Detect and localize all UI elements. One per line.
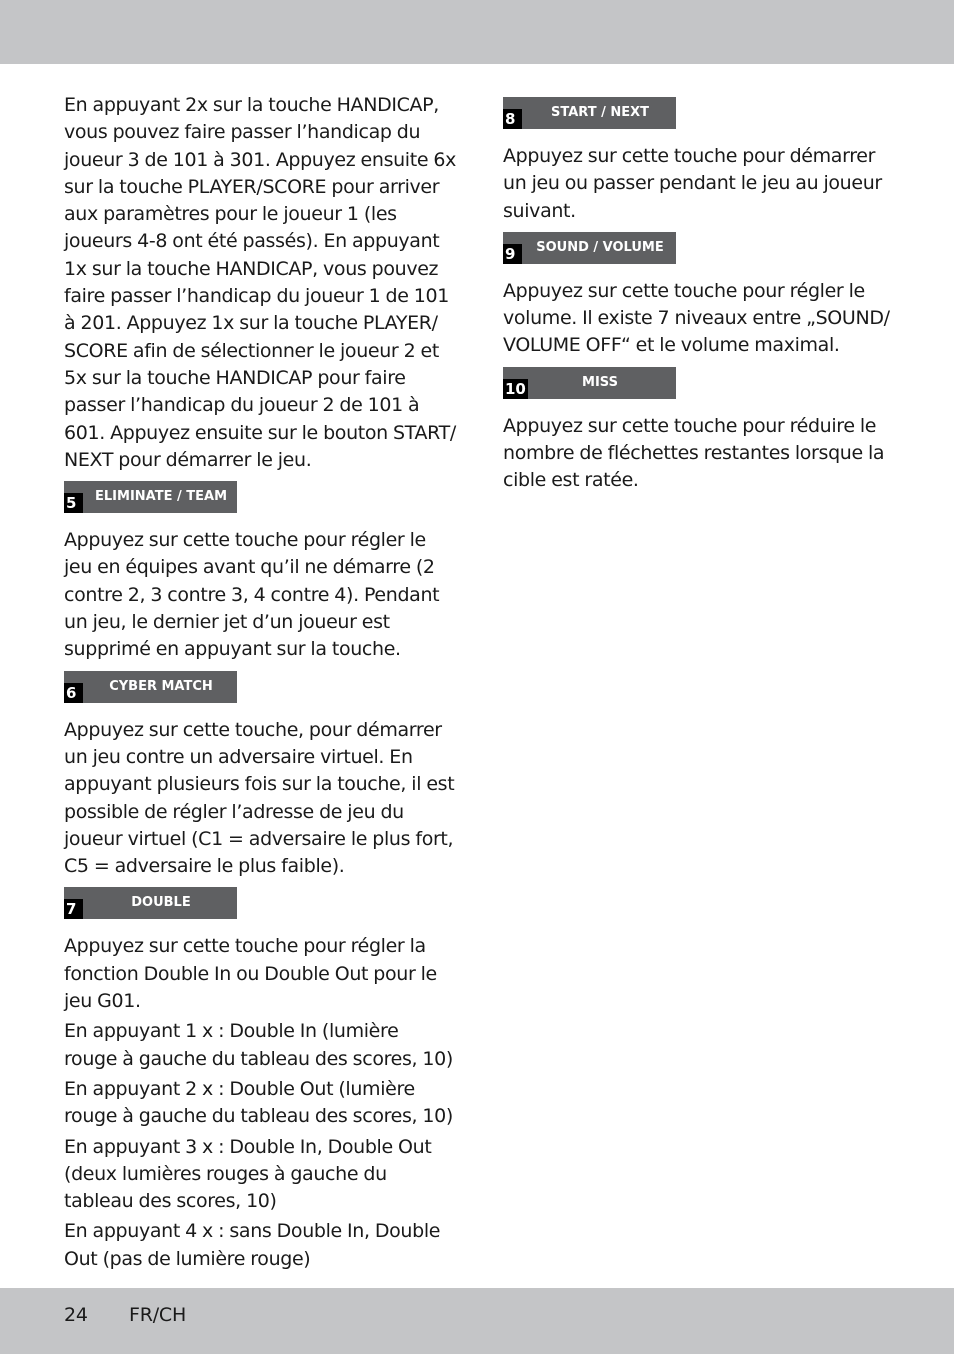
section-label: START / NEXT [550, 105, 650, 120]
section-header-cyber-match [64, 671, 237, 703]
section-paragraph: Appuyez sur cette touche, pour démarrer un jeu contre un adversaire virtuel. En appuyant plusieurs fois sur la touche, il est possible de régler l’adresse de jeu du joueur virtuel (C1 = adversaire le plus fort, C5 = adversaire le plus faible). [64, 718, 455, 878]
section-header-miss [503, 367, 676, 399]
section-label: DOUBLE [131, 895, 191, 911]
section-paragraph: En appuyant 4 x : sans Double In, Double Out (pas de lumière rouge) [64, 1220, 441, 1270]
section-paragraph: En appuyant 3 x : Double In, Double Out (deux lumières rouges à gauche du tableau des scores, 10) [64, 1135, 432, 1213]
page-number: 24 [64, 1304, 88, 1326]
section-header-eliminate-team [64, 481, 237, 513]
section-paragraph: En appuyant 2 x : Double Out (lumière rouge à gauche du tableau des scores, 10) [64, 1077, 453, 1128]
section-paragraph: Appuyez sur cette touche pour régler le volume. Il existe 7 niveaux entre „SOUND/ VOLUME OFF“ et le volume maximal. [503, 279, 890, 357]
section-label: ELIMINATE / TEAM [95, 489, 227, 505]
section-number: 6 [64, 683, 83, 703]
section-header-double [64, 887, 237, 919]
section-label: CYBER MATCH [109, 678, 213, 694]
section-paragraph: Appuyez sur cette touche pour régler le jeu en équipes avant qu’il ne démarre (2 contre 2, 3 contre 3, 4 contre 4). Pendant un jeu, le dernier jet d’un joueur est supprimé en appuyant sur la touche. [64, 529, 440, 661]
section-header-start-next [503, 97, 676, 129]
top-band [0, 0, 954, 64]
section-number: 9 [503, 244, 522, 264]
section-number: 10 [505, 379, 526, 398]
section-header-sound-volume [503, 232, 676, 264]
section-paragraph: Appuyez sur cette touche pour démarrer un jeu ou passer pendant le jeu au joueur suivant. [503, 145, 882, 222]
section-paragraph: En appuyant 1 x : Double In (lumière rouge à gauche du tableau des scores, 10) [64, 1020, 453, 1070]
section-paragraph: Appuyez sur cette touche pour réduire le nombre de fléchettes restantes lorsque la cible est ratée. [503, 414, 885, 492]
section-label: MISS [582, 374, 618, 390]
section-number: 8 [503, 109, 522, 129]
right-column [503, 97, 895, 495]
section-label: SOUND / VOLUME [536, 239, 664, 255]
locale-label: FR/CH [129, 1304, 187, 1326]
section-paragraph: Appuyez sur cette touche pour régler la fonction Double In ou Double Out pour le jeu G01. [64, 935, 437, 1013]
left-column [64, 92, 456, 1273]
section-number: 7 [64, 899, 83, 919]
section-number: 5 [64, 493, 83, 513]
intro-paragraph: En appuyant 2x sur la touche HANDICAP, vous pouvez faire passer l’handicap du joueur 3 de 101 à 301. Appuyez ensuite 6x sur la touche PLAYER/SCORE pour arriver aux paramètres pour le joueur 1 (les joueurs 4-8 ont été passés). En appuyant 1x sur la touche HANDICAP, vous pouvez faire passer l’handicap du joueur 1 de 101 à 201. Appuyez 1x sur la touche PLAYER/ SCORE afin de sélectionner le joueur 2 et 5x sur la touche HANDICAP pour faire passer l’handicap du joueur 2 de 101 à 601. Appuyez ensuite sur le bouton START/ NEXT pour démarrer le jeu. [64, 94, 456, 471]
